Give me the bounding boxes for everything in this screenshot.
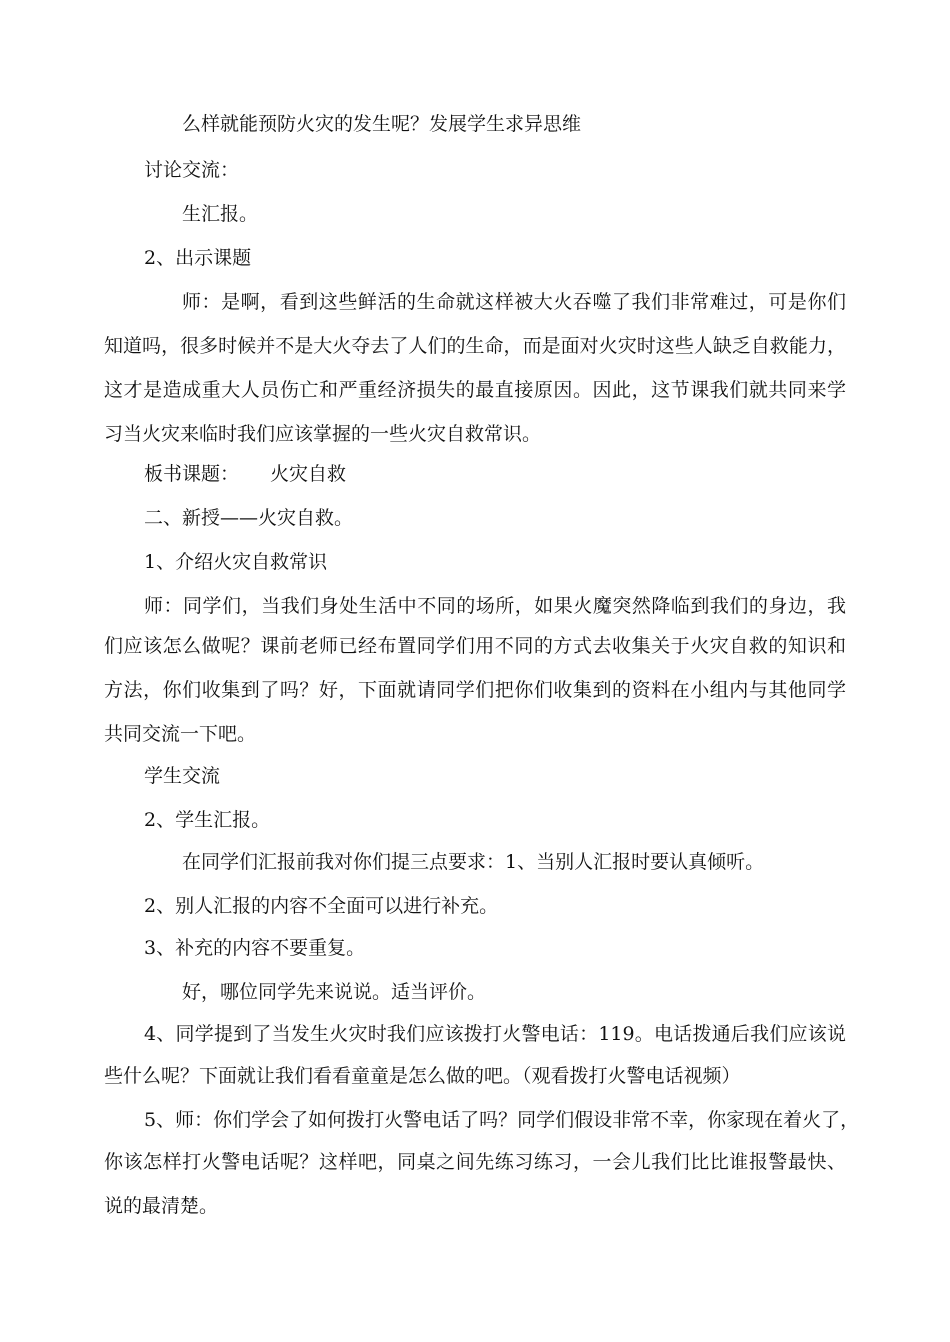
text-line: 在同学们汇报前我对你们提三点要求：1、当别人汇报时要认真倾听。 [182, 851, 765, 873]
text-line: 4、同学提到了当发生火灾时我们应该拨打火警电话：119。电话拨通后我们应该说 [144, 1023, 846, 1045]
text-line: 方法，你们收集到了吗？好，下面就请同学们把你们收集到的资料在小组内与其他同学 [104, 679, 846, 701]
text-line: 习当火灾来临时我们应该掌握的一些火灾自救常识。 [104, 423, 542, 445]
text-line: 好，哪位同学先来说说。适当评价。 [182, 981, 487, 1003]
text-line: 3、补充的内容不要重复。 [144, 937, 366, 959]
text-line: 生汇报。 [182, 203, 259, 225]
section-heading: 1、介绍火灾自救常识 [144, 551, 328, 573]
text-line: 讨论交流： [144, 159, 240, 181]
text-line: 共同交流一下吧。 [104, 723, 257, 745]
section-heading: 2、学生汇报。 [144, 809, 271, 831]
section-heading: 2、出示课题 [144, 247, 252, 269]
text-line: 们应该怎么做呢？课前老师已经布置同学们用不同的方式去收集关于火灾自救的知识和 [104, 635, 846, 657]
text-line: 么样就能预防火灾的发生呢？发展学生求异思维 [182, 113, 582, 135]
text-line: 说的最清楚。 [104, 1195, 219, 1217]
text-line: 师：同学们，当我们身处生活中不同的场所，如果火魔突然降临到我们的身边，我 [144, 595, 846, 617]
board-title: 火灾自救 [270, 463, 347, 485]
board-title-label: 板书课题： [144, 463, 240, 485]
text-line: 些什么呢？下面就让我们看看童童是怎么做的吧。（观看拨打火警电话视频） [104, 1065, 741, 1087]
text-line: 学生交流 [144, 765, 221, 787]
text-line: 这才是造成重大人员伤亡和严重经济损失的最直接原因。因此，这节课我们就共同来学 [104, 379, 846, 401]
section-heading: 二、新授——火灾自救。 [144, 507, 354, 529]
text-line: 师：是啊，看到这些鲜活的生命就这样被大火吞噬了我们非常难过，可是你们 [182, 291, 846, 313]
text-line: 知道吗，很多时候并不是大火夺去了人们的生命，而是面对火灾时这些人缺乏自救能力， [104, 335, 846, 357]
text-line: 你该怎样打火警电话呢？这样吧，同桌之间先练习练习，一会儿我们比比谁报警最快、 [104, 1151, 846, 1173]
text-line: 5、师：你们学会了如何拨打火警电话了吗？同学们假设非常不幸，你家现在着火了， [144, 1109, 860, 1131]
text-line: 2、别人汇报的内容不全面可以进行补充。 [144, 895, 499, 917]
